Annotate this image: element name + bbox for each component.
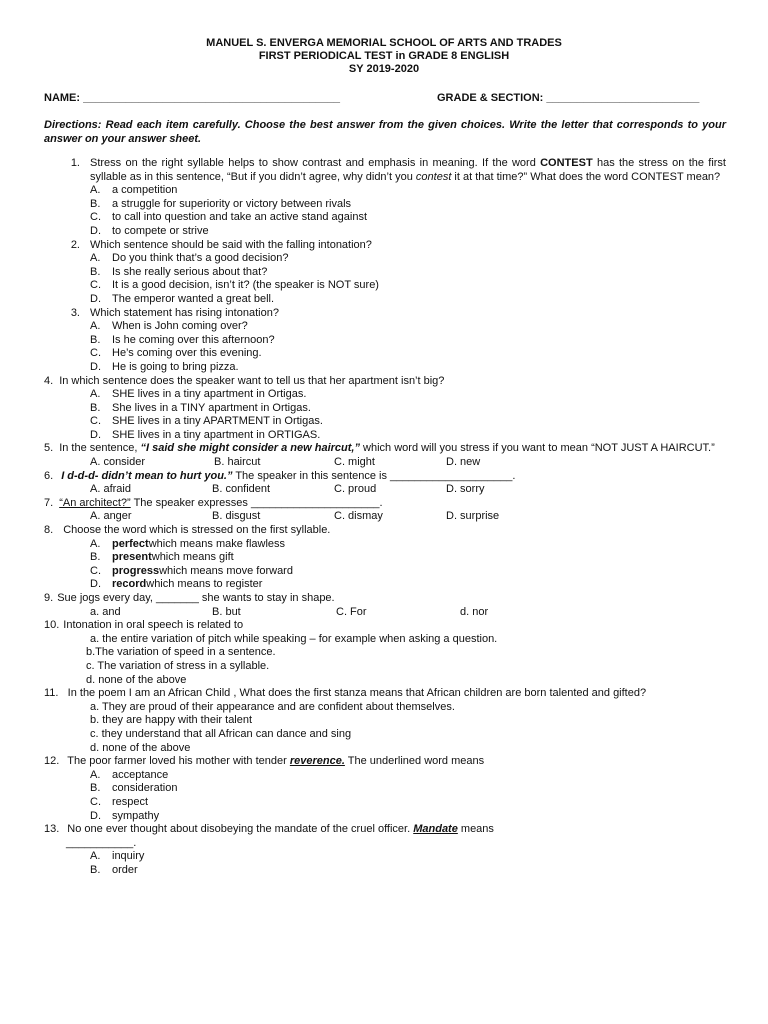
option-a: A. inquiry (90, 850, 145, 863)
question-text: Which statement has rising intonation? (90, 306, 279, 319)
options (44, 510, 726, 524)
question-text: No one ever thought about disobeying the mandate of the cruel officer. Mandate means (67, 823, 494, 836)
question-text: 11. In the poem I am an African Child , What does the first stanza means that African children are born talented and gifted? (44, 687, 647, 700)
name-field: NAME: __________________________________________ (44, 92, 341, 104)
school-year: SY 2019-2020 (348, 63, 420, 75)
options (44, 850, 726, 877)
questions (44, 157, 726, 877)
question-number: 5. (44, 442, 54, 455)
option-a: a. and (90, 605, 121, 618)
question-number: 4. (44, 374, 54, 387)
option-d: D. to compete or strive (90, 224, 209, 237)
option-b: B. confident (212, 483, 271, 496)
option-c: C. might (334, 456, 375, 469)
option-a: A. anger (90, 510, 132, 523)
option-d: D. sympathy (90, 809, 160, 822)
question-10 (44, 619, 726, 687)
options (44, 633, 726, 687)
option-c: C. respect (90, 795, 149, 808)
question-text: I d-d-d- didn’t mean to hurt you.” The speaker in this sentence is ____________________. (61, 469, 516, 482)
option-d: D. He is going to bring pizza. (90, 360, 239, 373)
option-c: C. to call into question and take an active stand against (90, 211, 368, 224)
question-number: 8. (44, 524, 54, 537)
option-b: B. but (212, 605, 241, 618)
question-2 (44, 239, 726, 307)
option-b: B. a struggle for superiority or victory between rivals (90, 197, 352, 210)
options (44, 388, 726, 442)
question-number: 3. (70, 306, 80, 319)
option-c: C. proud (334, 483, 377, 496)
option-a: A. SHE lives in a tiny apartment in Ortigas. (90, 388, 307, 401)
option-c: C. For (336, 605, 367, 618)
option-b: B. present which means gift (90, 551, 234, 564)
name-row (44, 92, 724, 104)
options (44, 320, 726, 374)
question-text: Which sentence should be said with the falling intonation? (90, 238, 372, 251)
option-b: B. consideration (90, 782, 178, 795)
options (44, 538, 726, 592)
question-1 (44, 157, 726, 239)
question-5 (44, 442, 726, 469)
option-d: d. nor (460, 605, 489, 618)
question-text: Sue jogs every day, _______ she wants to stay in shape. (57, 592, 335, 604)
question-text: Choose the word which is stressed on the first syllable. (63, 524, 331, 537)
option-c: c. The variation of stress in a syllable. (86, 659, 270, 672)
question-number: 11. (44, 687, 59, 700)
question-number: 13. (44, 823, 60, 836)
option-a: a. the entire variation of pitch while speaking – for example when asking a question. (90, 632, 498, 645)
option-b: B. order (90, 863, 138, 876)
options (44, 769, 726, 823)
question-11 (44, 687, 726, 755)
option-b: b. they are happy with their talent (90, 714, 253, 727)
option-b: B. She lives in a TINY apartment in Ortigas. (90, 401, 311, 414)
option-d: D. new (446, 456, 481, 469)
question-12 (44, 755, 726, 823)
question-text: In which sentence does the speaker want to tell us that her apartment isn’t big? (59, 374, 445, 387)
question-4 (44, 375, 726, 443)
grade-section-field: GRADE & SECTION: _________________________ (437, 92, 700, 104)
question-text: Intonation in oral speech is related to (63, 619, 244, 632)
option-b: B. haircut (214, 456, 261, 469)
directions: Directions: Read each item carefully. Choose the best answer from the given choices. Write the letter that corresponds to your answer on your answer sheet. (44, 119, 726, 145)
options (44, 184, 726, 238)
question-text: In the sentence, “I said she might consider a new haircut,” which word will you stress if you want to mean “NOT JUST A HAIRCUT.” (59, 442, 715, 455)
question-3 (44, 307, 726, 375)
question-text: “An architect?” The speaker expresses _____________________. (59, 496, 383, 509)
option-b: B. Is he coming over this afternoon? (90, 333, 275, 346)
option-a: A. acceptance (90, 768, 169, 781)
option-d: D. surprise (446, 510, 500, 523)
answer-blank: ___________. (66, 836, 137, 849)
option-a: A. afraid (90, 483, 131, 496)
options (44, 252, 726, 306)
option-c: c. they understand that all African can dance and sing (90, 727, 352, 740)
options (44, 606, 726, 620)
option-d: D. record which means to register (90, 578, 263, 591)
options (44, 483, 726, 497)
test-title: FIRST PERIODICAL TEST in GRADE 8 ENGLISH (258, 50, 510, 62)
option-a: A. consider (90, 456, 146, 469)
option-d: d. none of the above (86, 673, 187, 686)
option-b: B. Is she really serious about that? (90, 265, 268, 278)
question-6 (44, 470, 726, 497)
question-number: 7. (44, 496, 54, 509)
option-a: A. perfect which means make flawless (90, 537, 286, 550)
option-c: C. progress which means move forward (90, 564, 293, 577)
option-a: A. Do you think that’s a good decision? (90, 252, 289, 265)
question-text: Stress on the right syllable helps to show contrast and emphasis in meaning. If the word CONTEST has the stress on the first syllable as in this sentence, “But if you didn’t agree, why didn’t you contest it at that time?” What does the word CONTEST mean? (90, 157, 726, 183)
question-8 (44, 524, 726, 592)
option-d: D. SHE lives in a tiny apartment in ORTIGAS. (90, 428, 321, 441)
question-number: 1. (70, 157, 80, 169)
option-d: D. The emperor wanted a great bell. (90, 292, 275, 305)
options (44, 456, 726, 470)
option-b: B. disgust (212, 510, 261, 523)
option-c: C. dismay (334, 510, 383, 523)
document-header (0, 0, 768, 76)
school-name: MANUEL S. ENVERGA MEMORIAL SCHOOL OF ARTS AND TRADES (206, 37, 562, 49)
option-d: D. sorry (446, 483, 485, 496)
option-d: d. none of the above (90, 741, 191, 754)
question-text: The poor farmer loved his mother with tender reverence. The underlined word means (67, 755, 485, 768)
option-c: C. It is a good decision, isn’t it? (the speaker is NOT sure) (90, 279, 379, 292)
option-c: C. He’s coming over this evening. (90, 347, 262, 360)
options (44, 701, 726, 755)
question-number: 9. (44, 592, 54, 604)
option-c: C. SHE lives in a tiny APARTMENT in Ortigas. (90, 415, 323, 428)
question-number: 12. (44, 755, 60, 768)
option-a: a. They are proud of their appearance and are confident about themselves. (90, 700, 455, 713)
question-number: 6. (44, 469, 54, 482)
option-b: b.The variation of speed in a sentence. (86, 646, 276, 659)
option-a: A. a competition (90, 184, 178, 197)
option-a: A. When is John coming over? (90, 320, 248, 333)
question-number: 2. (70, 238, 80, 251)
question-7 (44, 497, 726, 524)
question-13 (44, 823, 726, 877)
question-number: 10. (44, 619, 60, 632)
question-9 (44, 592, 726, 619)
